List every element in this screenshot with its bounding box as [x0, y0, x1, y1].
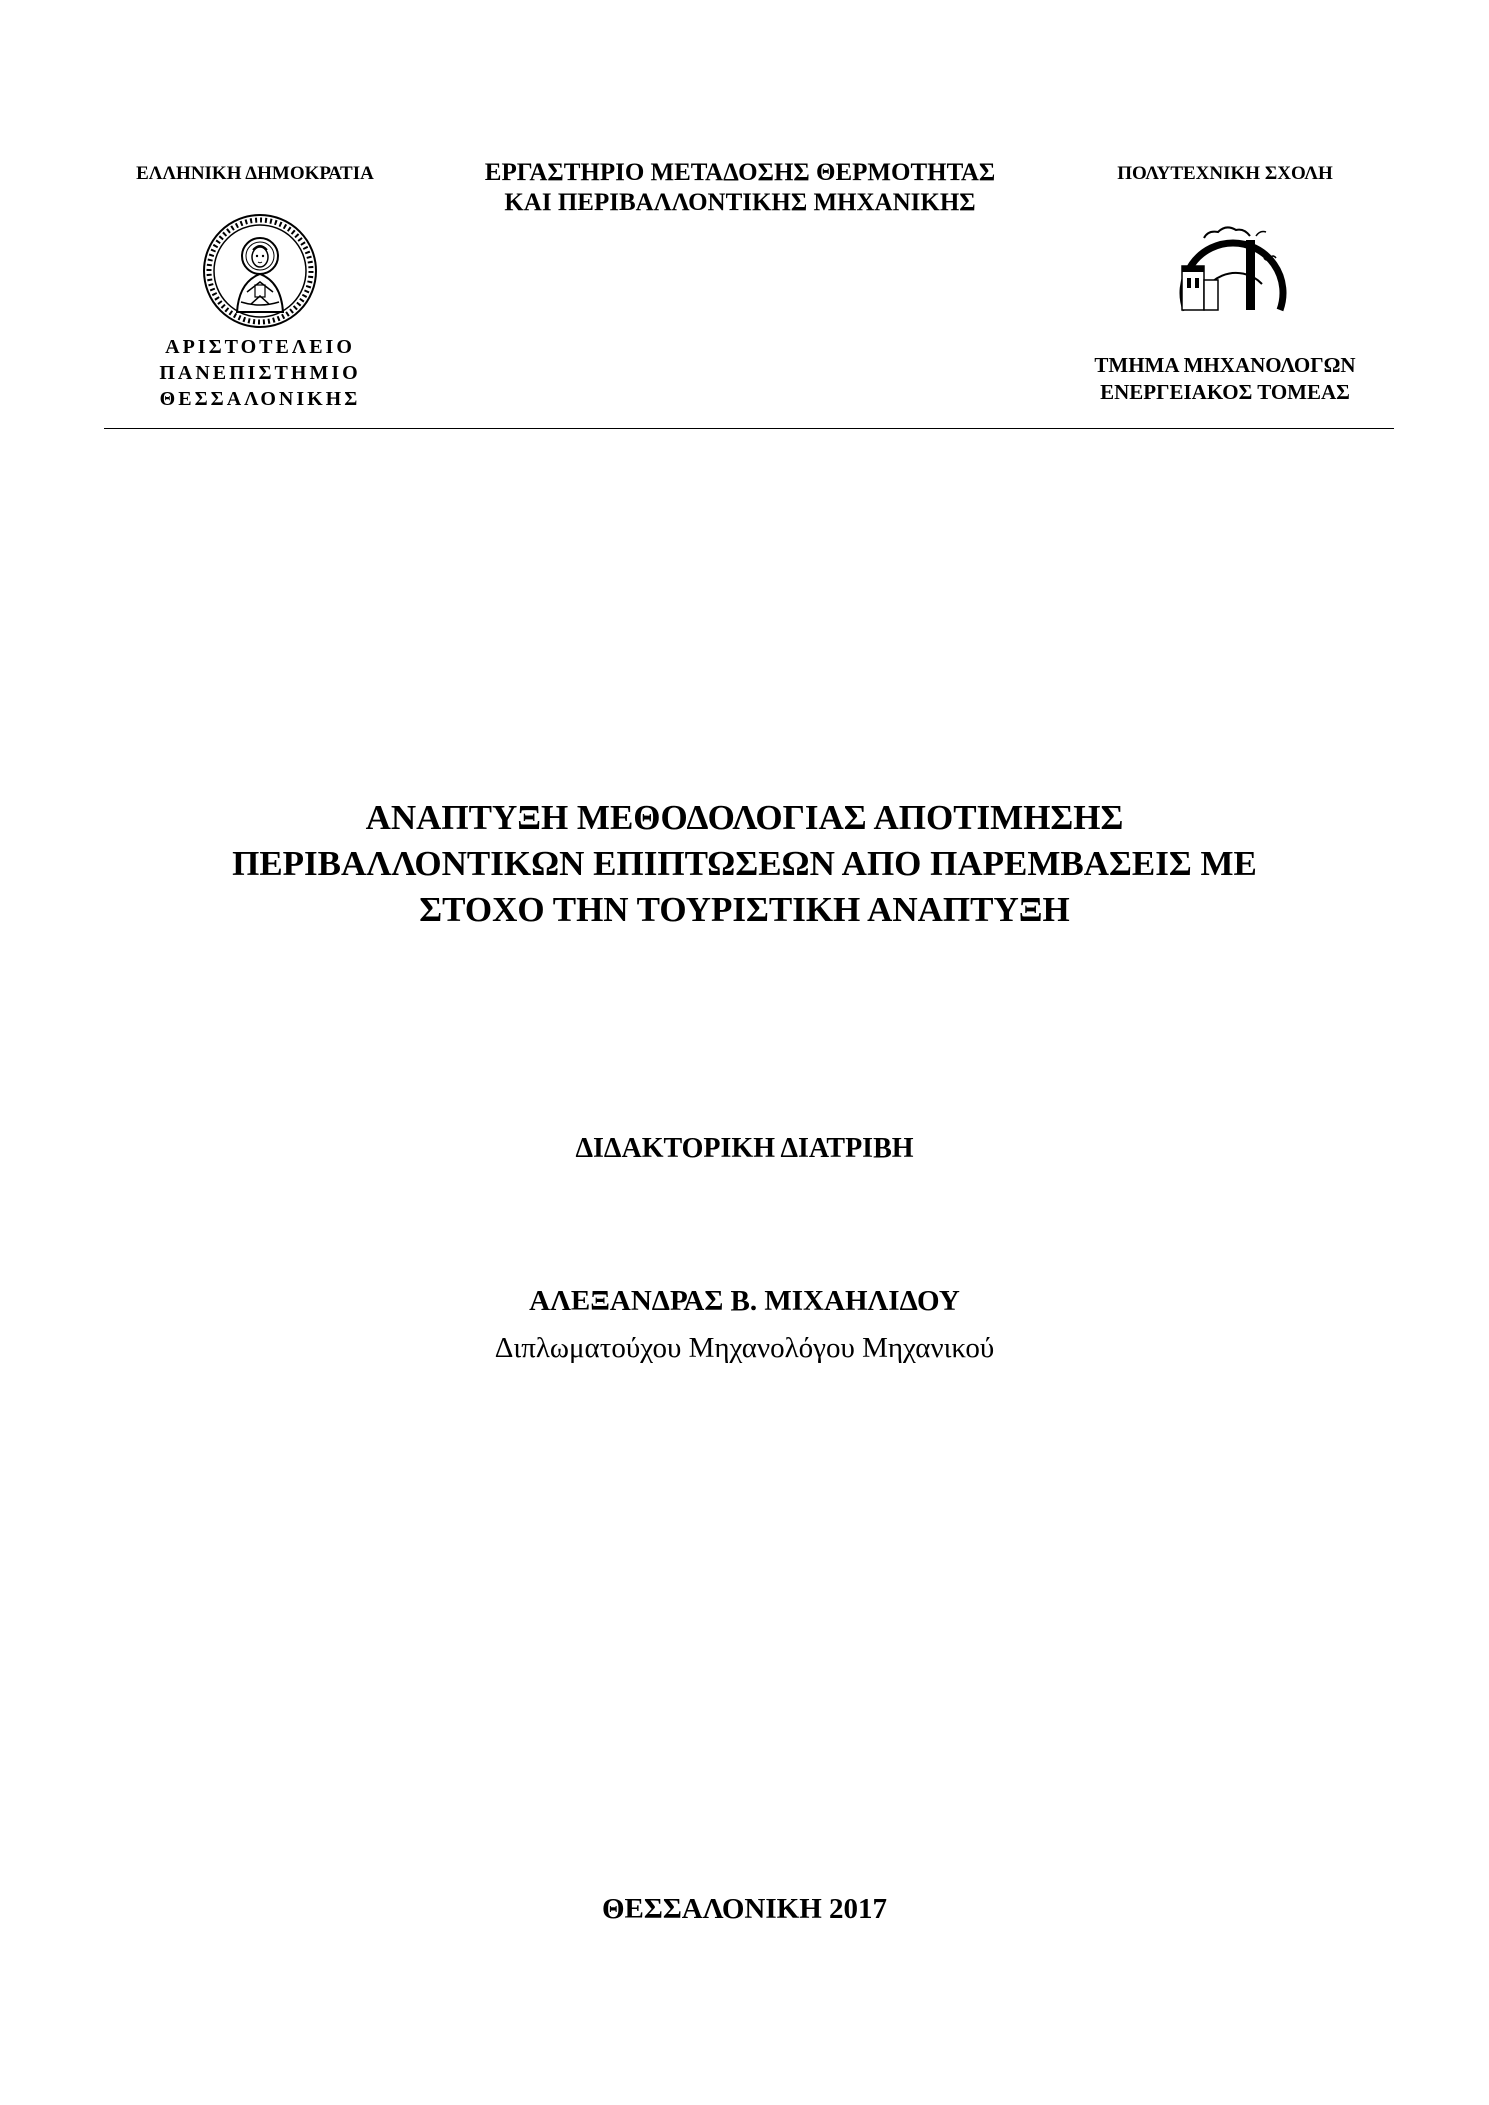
place-year: ΘΕΣΣΑΛΟΝΙΚΗ 2017	[601, 1893, 887, 1925]
header-school: ΠΟΛΥΤΕΧΝΙΚΗ ΣΧΟΛΗ	[1117, 163, 1333, 184]
header-laboratory-line1: ΕΡΓΑΣΤΗΡΙΟ ΜΕΤΑΔΟΣΗΣ ΘΕΡΜΟΤΗΤΑΣ	[484, 159, 996, 186]
header-republic: ΕΛΛΗΝΙΚΗ ΔΗΜΟΚΡΑΤΙΑ	[136, 163, 374, 184]
header-laboratory-line2: ΚΑΙ ΠΕΡΙΒΑΛΛΟΝΤΙΚΗΣ ΜΗΧΑΝΙΚΗΣ	[504, 189, 976, 216]
thesis-title-line2: ΠΕΡΙΒΑΛΛΟΝΤΙΚΩΝ ΕΠΙΠΤΩΣΕΩΝ ΑΠΟ ΠΑΡΕΜΒΑΣΕΙΣ ΜΕ	[232, 844, 1257, 883]
university-name-line1: ΑΡΙΣΤΟΤΕΛΕΙΟ	[165, 336, 355, 358]
document-type: ΔΙΔΑΚΤΟΡΙΚΗ ΔΙΑΤΡΙΒΗ	[575, 1133, 914, 1164]
university-name-line2: ΠΑΝΕΠΙΣΤΗΜΙΟ	[159, 362, 361, 384]
thesis-title-line1: ΑΝΑΠΤΥΞΗ ΜΕΘΟΔΟΛΟΓΙΑΣ ΑΠΟΤΙΜΗΣΗΣ	[365, 798, 1124, 837]
author-name: ΑΛΕΞΑΝΔΡΑΣ Β. ΜΙΧΑΗΛΙΔΟΥ	[529, 1285, 960, 1317]
thesis-title-line3: ΣΤΟΧΟ ΤΗΝ ΤΟΥΡΙΣΤΙΚΗ ΑΝΑΠΤΥΞΗ	[419, 890, 1070, 929]
department-line2: ΕΝΕΡΓΕΙΑΚΟΣ ΤΟΜΕΑΣ	[1100, 380, 1350, 404]
polytechnic-logo-icon	[1168, 206, 1294, 312]
university-name	[140, 334, 380, 412]
university-name-line3: ΘΕΣΣΑΛΟΝΙΚΗΣ	[159, 388, 361, 410]
header-divider	[104, 428, 1394, 429]
department	[1040, 352, 1410, 406]
header-laboratory	[430, 158, 1050, 218]
author-degree: Διπλωματούχου Μηχανολόγου Μηχανικού	[494, 1332, 995, 1364]
university-seal-icon	[201, 212, 319, 330]
thesis-title	[100, 795, 1389, 933]
department-line1: ΤΜΗΜΑ ΜΗΧΑΝΟΛΟΓΩΝ	[1094, 353, 1356, 377]
